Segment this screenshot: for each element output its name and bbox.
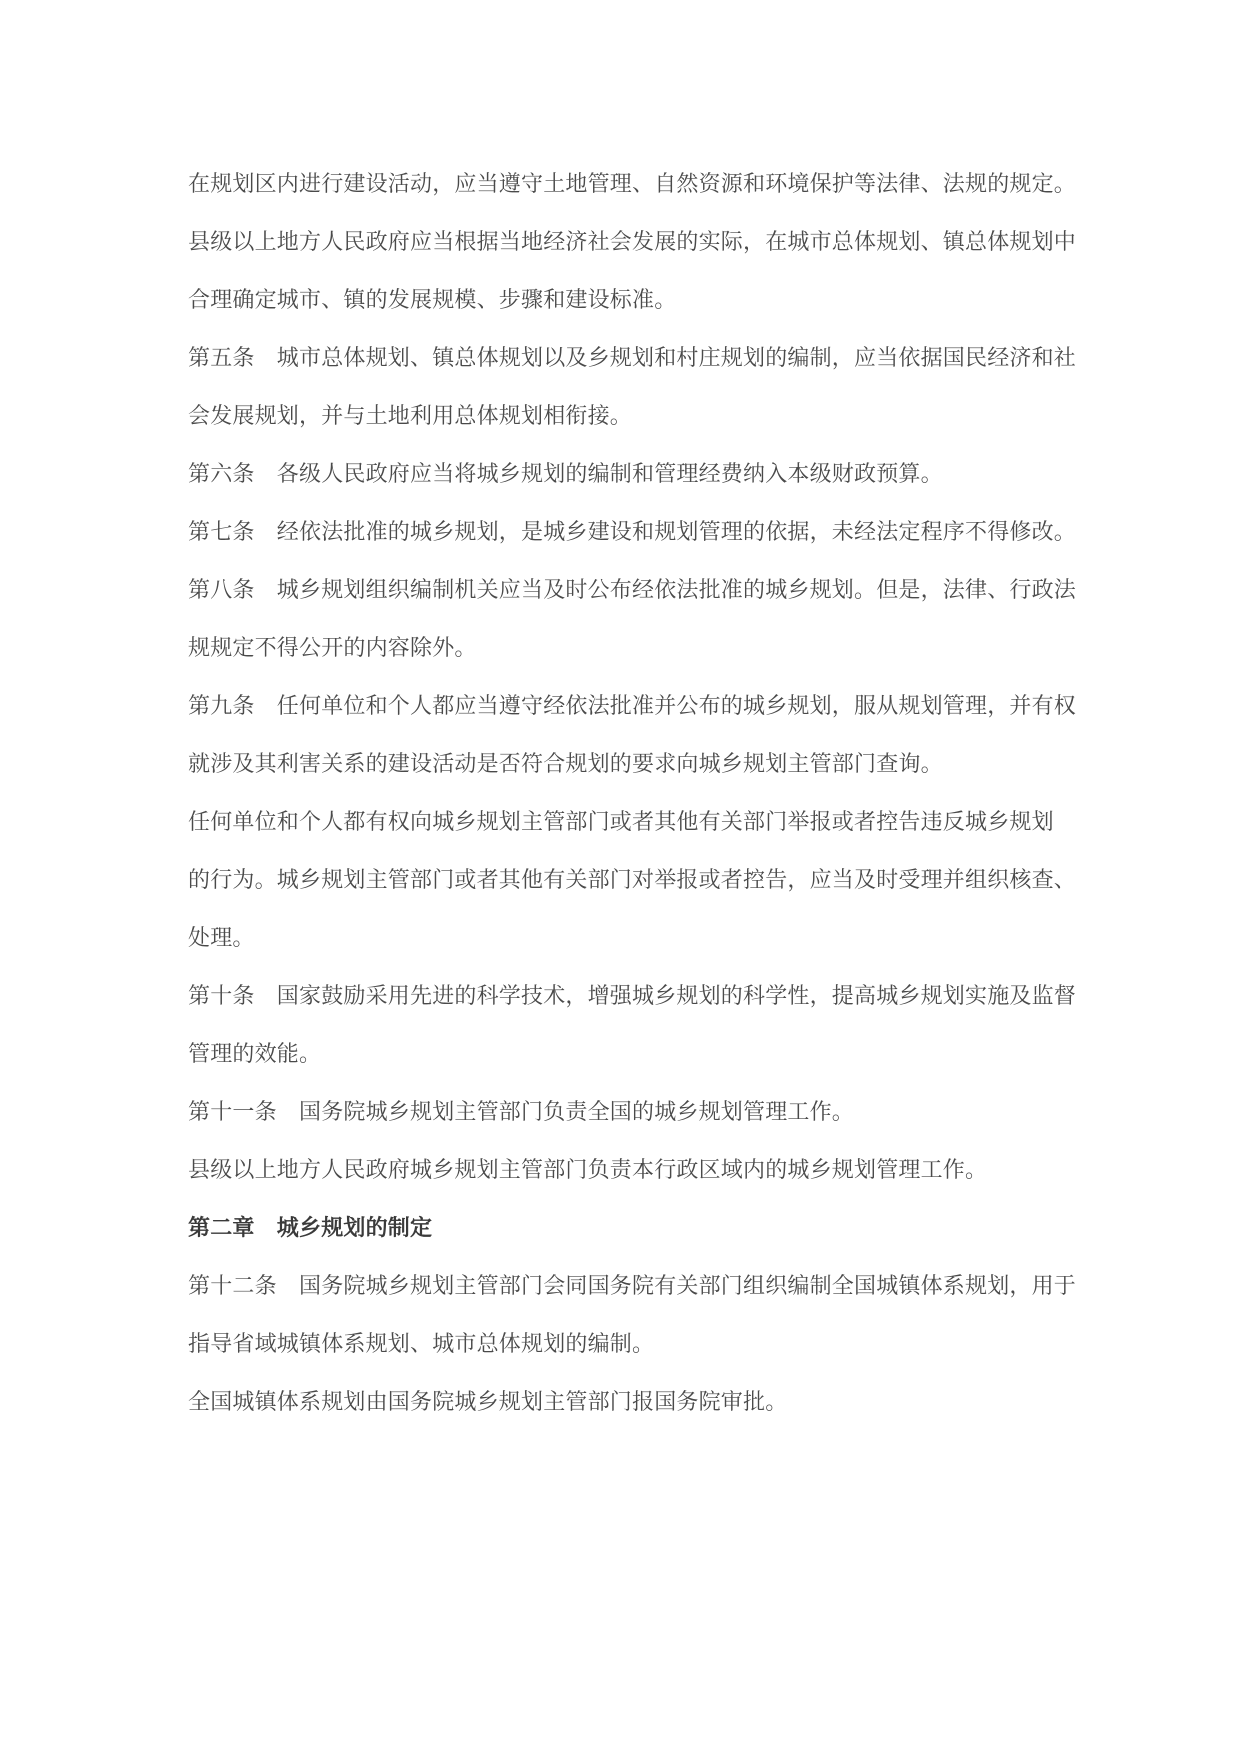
text-line: 第六条 各级人民政府应当将城乡规划的编制和管理经费纳入本级财政预算。 bbox=[188, 462, 943, 487]
text-line: 指导省域城镇体系规划、城市总体规划的编制。 bbox=[188, 1332, 655, 1357]
text-line: 第五条 城市总体规划、镇总体规划以及乡规划和村庄规划的编制，应当依据国民经济和社 bbox=[188, 346, 1077, 371]
text-line: 全国城镇体系规划由国务院城乡规划主管部门报国务院审批。 bbox=[188, 1390, 788, 1415]
text-line: 县级以上地方人民政府城乡规划主管部门负责本行政区域内的城乡规划管理工作。 bbox=[188, 1158, 988, 1183]
text-line: 在规划区内进行建设活动，应当遵守土地管理、自然资源和环境保护等法律、法规的规定。 bbox=[188, 172, 1077, 197]
text-line: 就涉及其利害关系的建设活动是否符合规划的要求向城乡规划主管部门查询。 bbox=[188, 752, 943, 777]
text-line: 任何单位和个人都有权向城乡规划主管部门或者其他有关部门举报或者控告违反城乡规划 bbox=[188, 810, 1054, 835]
text-line: 第十条 国家鼓励采用先进的科学技术，增强城乡规划的科学性，提高城乡规划实施及监督 bbox=[188, 984, 1077, 1009]
text-line: 规规定不得公开的内容除外。 bbox=[188, 636, 477, 661]
text-line: 第七条 经依法批准的城乡规划，是城乡建设和规划管理的依据，未经法定程序不得修改。 bbox=[188, 520, 1077, 545]
text-line: 第十一条 国务院城乡规划主管部门负责全国的城乡规划管理工作。 bbox=[188, 1100, 855, 1125]
text-line: 管理的效能。 bbox=[188, 1042, 322, 1067]
text-line: 合理确定城市、镇的发展规模、步骤和建设标准。 bbox=[188, 288, 677, 313]
text-line: 处理。 bbox=[188, 926, 255, 951]
text-line: 会发展规划，并与土地利用总体规划相衔接。 bbox=[188, 404, 633, 429]
text-line: 第八条 城乡规划组织编制机关应当及时公布经依法批准的城乡规划。但是，法律、行政法 bbox=[188, 578, 1077, 603]
text-line: 县级以上地方人民政府应当根据当地经济社会发展的实际，在城市总体规划、镇总体规划中 bbox=[188, 230, 1077, 255]
chapter-heading: 第二章 城乡规划的制定 bbox=[188, 1216, 433, 1241]
text-line: 第十二条 国务院城乡规划主管部门会同国务院有关部门组织编制全国城镇体系规划，用于 bbox=[188, 1274, 1077, 1299]
text-line: 第九条 任何单位和个人都应当遵守经依法批准并公布的城乡规划，服从规划管理，并有权 bbox=[188, 694, 1077, 719]
text-line: 的行为。城乡规划主管部门或者其他有关部门对举报或者控告，应当及时受理并组织核查、 bbox=[188, 868, 1077, 893]
